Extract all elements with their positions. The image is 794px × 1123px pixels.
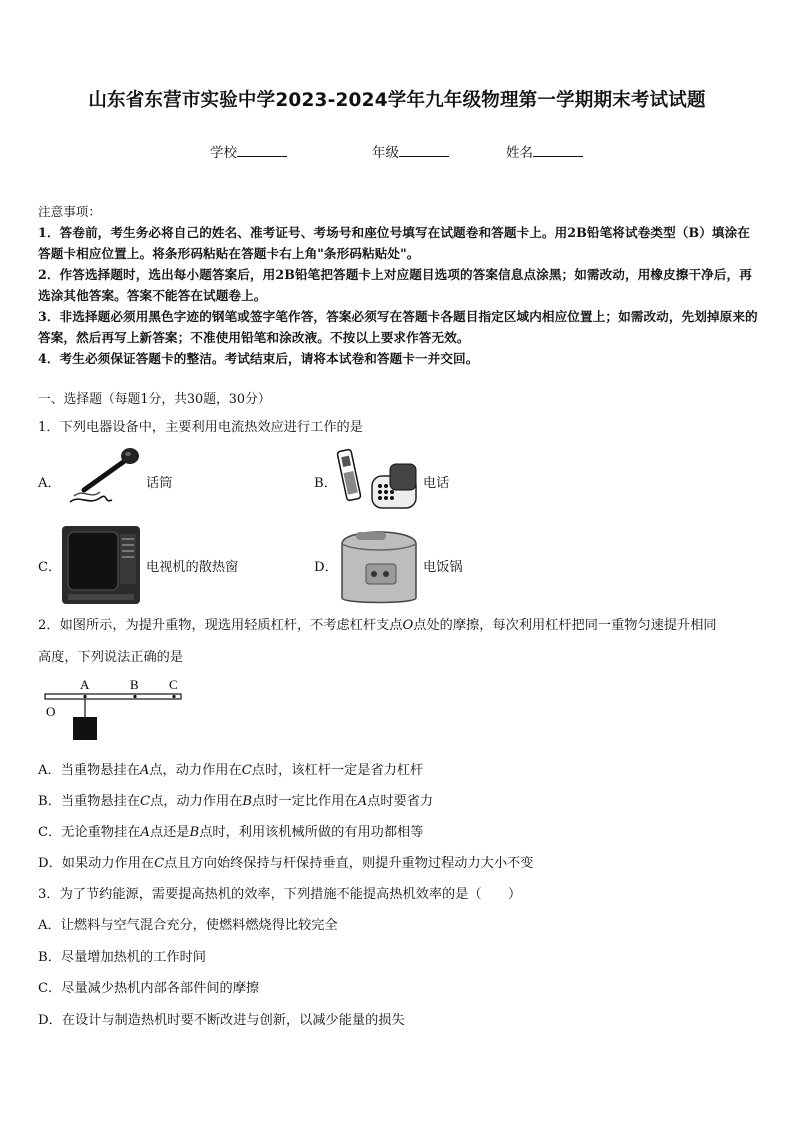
section-heading: 一、选择题（每题1分，共30题，30分） bbox=[38, 392, 271, 407]
grade-blank bbox=[399, 144, 449, 157]
microphone-icon bbox=[60, 444, 142, 508]
rice-cooker-icon bbox=[338, 522, 420, 606]
label-a: A bbox=[80, 677, 90, 692]
label-b: B bbox=[130, 677, 139, 692]
telephone-icon bbox=[332, 442, 420, 514]
point-c-dot bbox=[172, 695, 175, 698]
name-field bbox=[506, 141, 583, 161]
q1-stem: 1．下列电器设备中，主要利用电流热效应进行工作的是 bbox=[38, 420, 363, 435]
notice-block bbox=[38, 201, 758, 369]
page-title: 山东省东营市实验中学2023-2024学年九年级物理第一学期期末考试试题 bbox=[88, 90, 706, 111]
q3-option-d: D．在设计与制造热机时要不断改进与创新，以减少能量的损失 bbox=[38, 1013, 405, 1028]
lever-bar bbox=[45, 694, 181, 699]
q1-option-d-letter: D． bbox=[314, 560, 338, 575]
q3-option-c: C．尽量减少热机内部各部件间的摩擦 bbox=[38, 981, 260, 996]
label-c: C bbox=[169, 677, 178, 692]
lever-diagram bbox=[38, 676, 188, 742]
point-b-dot bbox=[133, 695, 136, 698]
school-field bbox=[210, 141, 287, 161]
q2-stem-line2: 高度，下列说法正确的是 bbox=[38, 650, 184, 665]
q1-option-a-text: 话筒 bbox=[146, 476, 173, 491]
notice-item-4: 4．考生必须保证答题卡的整洁。考试结束后，请将本试卷和答题卡一并交回。 bbox=[38, 351, 479, 366]
notice-heading: 注意事项： bbox=[38, 204, 101, 219]
label-o: O bbox=[46, 704, 56, 719]
school-blank bbox=[237, 144, 287, 157]
q3-option-b: B．尽量增加热机的工作时间 bbox=[38, 950, 206, 965]
q1-option-c-text: 电视机的散热窗 bbox=[146, 560, 239, 575]
notice-item-2: 2．作答选择题时，选出每小题答案后，用2B铅笔把答题卡上对应题目选项的答案信息点涂黑；如需改动，用橡皮擦干净后，再选涂其他答案。答案不能答在试题卷上。 bbox=[38, 267, 752, 303]
q2-option-d: D．如果动力作用在C点且方向始终保持与杆保持垂直，则提升重物过程动力大小不变 bbox=[38, 856, 534, 871]
notice-item-1: 1．答卷前，考生务必将自己的姓名、准考证号、考场号和座位号填写在试题卷和答题卡上。用2B铅笔将试卷类型（B）填涂在答题卡相应位置上。将条形码粘贴在答题卡右上角"条形码粘贴处"。 bbox=[38, 225, 750, 261]
q3-option-a: A．让燃料与空气混合充分，使燃料燃烧得比较完全 bbox=[38, 918, 338, 933]
notice-item-3: 3．非选择题必须用黑色字迹的钢笔或签字笔作答，答案必须写在答题卡各题目指定区域内相应位置上；如需改动，先划掉原来的答案，然后再写上新答案；不准使用铅笔和涂改液。不按以上要求作答无效。 bbox=[38, 309, 758, 345]
q1-option-c-letter: C． bbox=[38, 560, 62, 575]
q2-option-a: A．当重物悬挂在A点，动力作用在C点时，该杠杆一定是省力杠杆 bbox=[38, 763, 424, 778]
q3-stem: 3．为了节约能源，需要提高热机的效率，下列措施不能提高热机效率的是（ ） bbox=[38, 887, 522, 902]
television-icon bbox=[60, 524, 142, 606]
q2-option-b: B．当重物悬挂在C点，动力作用在B点时一定比作用在A点时要省力 bbox=[38, 794, 434, 809]
q1-option-a-letter: A． bbox=[38, 476, 61, 491]
q1-option-b-text: 电话 bbox=[423, 476, 450, 491]
q2-stem-line1: 2．如图所示，为提升重物，现选用轻质杠杆，不考虑杠杆支点O点处的摩擦，每次利用杠杆把同一重物匀速提升相同 bbox=[38, 618, 717, 633]
q1-option-b-letter: B． bbox=[314, 476, 337, 491]
point-a-dot bbox=[83, 695, 86, 698]
weight-block bbox=[73, 717, 97, 740]
name-label: 姓名 bbox=[506, 145, 533, 161]
grade-label: 年级 bbox=[372, 145, 399, 161]
q2-option-c: C．无论重物挂在A点还是B点时，利用该机械所做的有用功都相等 bbox=[38, 825, 424, 840]
q1-option-d-text: 电饭锅 bbox=[423, 560, 463, 575]
name-blank bbox=[533, 144, 583, 157]
school-label: 学校 bbox=[210, 145, 237, 161]
grade-field bbox=[372, 141, 449, 161]
